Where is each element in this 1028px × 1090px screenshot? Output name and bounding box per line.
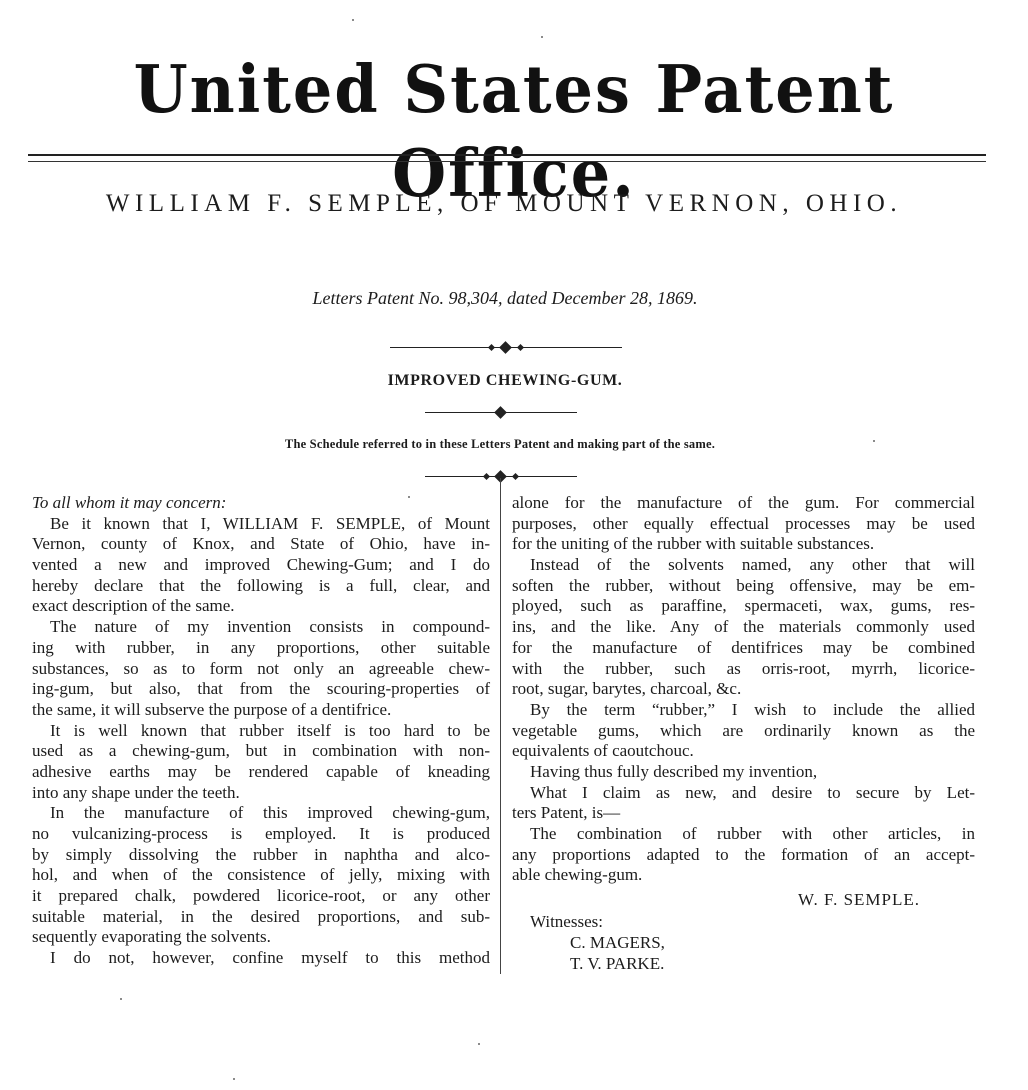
scan-speck — [120, 998, 122, 1000]
text-line: Instead of the solvents named, any other that will — [530, 555, 975, 575]
text-line: it prepared chalk, powdered licorice-root, or any other — [32, 886, 490, 906]
signature-name: W. F. SEMPLE. — [798, 890, 921, 909]
ornament-divider-top — [390, 343, 622, 353]
witnesses-block — [530, 911, 665, 974]
text-line: soften the rubber, without being offensive, may be em- — [512, 575, 975, 595]
text-line: purposes, other equally effectual processes may be used — [512, 513, 975, 533]
text-line: for the uniting of the rubber with suitable substances. — [512, 534, 875, 554]
letters-patent-line: Letters Patent No. 98,304, dated December 28, 1869. — [312, 288, 698, 308]
text-line: able chewing-gum. — [512, 865, 643, 885]
scan-speck — [408, 496, 410, 498]
scan-speck — [352, 19, 354, 21]
text-line: By the term “rubber,” I wish to include the allied — [530, 699, 975, 719]
text-line: hol, and when of the consistence of jelly, mixing with — [32, 865, 490, 885]
text-line: alone for the manufacture of the gum. For commercial — [512, 493, 975, 512]
masthead-rule-thick — [28, 154, 986, 156]
text-line: equivalents of caoutchouc. — [512, 741, 694, 761]
text-line: with the rubber, such as orris-root, myrrh, licorice- — [512, 658, 975, 678]
text-line: Having thus fully described my invention, — [530, 761, 818, 781]
text-line: The combination of rubber with other articles, in — [530, 824, 975, 843]
text-line: exact description of the same. — [32, 596, 235, 616]
inventor-line: WILLIAM F. SEMPLE, OF MOUNT VERNON, OHIO. — [105, 190, 903, 217]
patent-title: IMPROVED CHEWING-GUM. — [387, 372, 623, 389]
text-line: adhesive earths may be rendered capable of kneading — [32, 761, 490, 781]
witness-1: C. MAGERS, — [570, 933, 665, 952]
text-line: ins, and the like. Any of the materials commonly used — [512, 617, 975, 637]
masthead-rule-thin — [28, 161, 986, 162]
text-line: The nature of my invention consists in compound- — [50, 617, 490, 637]
right-column — [512, 493, 975, 886]
text-line: In the manufacture of this improved chewing-gum, — [50, 803, 490, 823]
text-line: vegetable gums, which are ordinarily known as the — [512, 720, 975, 740]
office-masthead: United States Patent Office. — [133, 51, 895, 212]
text-line: Be it known that I, WILLIAM F. SEMPLE, of Mount — [50, 513, 490, 533]
text-line: What I claim as new, and desire to secure by Let- — [530, 782, 975, 802]
text-line: ployed, such as paraffine, spermaceti, wax, gums, res- — [512, 596, 975, 616]
text-line: ing with rubber, in any proportions, other suitable — [32, 637, 490, 657]
text-line: It is well known that rubber itself is too hard to be — [50, 720, 490, 740]
text-line: hereby declare that the following is a full, clear, and — [32, 575, 490, 595]
text-line: by simply dissolving the rubber in naphtha and alco- — [32, 844, 490, 864]
text-line: To all whom it may concern: — [32, 493, 227, 512]
column-divider — [500, 478, 501, 974]
text-line: any proportions adapted to the formation of an accept- — [512, 844, 975, 864]
witness-2: T. V. PARKE. — [570, 954, 665, 973]
left-column — [32, 493, 490, 969]
text-line: ing-gum, but also, that from the scouring-properties of — [32, 679, 490, 699]
schedule-line: The Schedule referred to in these Letters Patent and making part of the same. — [284, 437, 716, 451]
text-line: into any shape under the teeth. — [32, 782, 240, 802]
scan-speck — [478, 1043, 480, 1045]
text-line: Vernon, county of Knox, and State of Ohio, have in- — [32, 534, 490, 554]
scan-speck — [873, 440, 875, 442]
ornament-divider-bottom — [425, 472, 577, 482]
text-line: I do not, however, confine myself to this method — [50, 948, 490, 968]
text-line: vented a new and improved Chewing-Gum; and I do — [32, 555, 490, 575]
text-line: root, sugar, barytes, charcoal, &c. — [512, 679, 742, 699]
text-line: sequently evaporating the solvents. — [32, 927, 271, 947]
text-line: ters Patent, is— — [512, 803, 621, 823]
text-line: used as a chewing-gum, but in combination with non- — [32, 741, 490, 761]
text-line: suitable material, in the desired proportions, and sub- — [32, 906, 490, 926]
text-line: no vulcanizing-process is employed. It is produced — [32, 824, 490, 843]
scan-speck — [233, 1078, 235, 1080]
text-line: substances, so as to form not only an agreeable chew- — [32, 658, 490, 678]
text-line: for the manufacture of dentifrices may be combined — [512, 637, 975, 657]
witnesses-label: Witnesses: — [530, 912, 603, 931]
ornament-divider-middle — [425, 408, 577, 418]
text-line: the same, it will subserve the purpose of a dentifrice. — [32, 699, 392, 719]
scan-speck — [541, 36, 543, 38]
